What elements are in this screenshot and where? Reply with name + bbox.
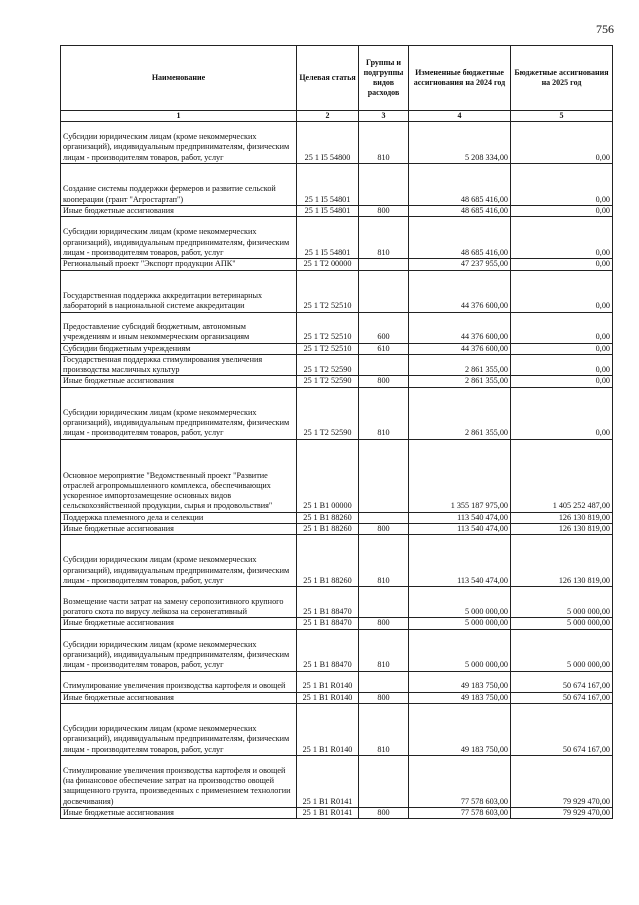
row-target-article: 25 1 B1 88470 [297,618,359,629]
row-2025-value: 0,00 [511,343,613,354]
row-2025-value: 50 674 167,00 [511,692,613,703]
table-row [61,587,613,618]
page-number: 756 [596,22,614,36]
row-2024-value: 77 578 603,00 [409,755,511,807]
row-2024-value: 5 000 000,00 [409,618,511,629]
row-name: Субсидии бюджетным учреждениям [61,343,297,354]
row-target-article: 25 1 B1 88260 [297,535,359,587]
column-number-row [61,111,613,122]
row-name: Иные бюджетные ассигнования [61,376,297,387]
row-target-article: 25 1 I5 54801 [297,217,359,259]
row-target-article: 25 1 I5 54800 [297,122,359,164]
column-number: 2 [297,111,359,122]
row-2025-value: 1 405 252 487,00 [511,439,613,512]
row-2025-value: 79 929 470,00 [511,755,613,807]
table-row [61,703,613,755]
row-name: Субсидии юридическим лицам (кроме некоммерческих организаций), индивидуальным предпринимателям, физическим лицам - производителям товаров, работ, услуг [61,217,297,259]
header-name: Наименование [61,46,297,111]
table-row [61,343,613,354]
row-expense-group [359,439,409,512]
row-target-article: 25 1 I5 54801 [297,206,359,217]
table-row [61,259,613,270]
row-2024-value: 113 540 474,00 [409,512,511,523]
row-target-article: 25 1 B1 88470 [297,587,359,618]
row-2024-value: 44 376 600,00 [409,270,511,312]
table-row [61,206,613,217]
row-expense-group [359,354,409,376]
row-target-article: 25 1 T2 52510 [297,270,359,312]
row-2025-value: 0,00 [511,387,613,439]
table-row [61,755,613,807]
row-expense-group [359,164,409,206]
row-2025-value: 79 929 470,00 [511,807,613,818]
row-expense-group [359,671,409,692]
table-row [61,692,613,703]
row-2024-value: 5 000 000,00 [409,629,511,671]
row-name: Стимулирование увеличения производства картофеля и овощей [61,671,297,692]
row-2025-value: 0,00 [511,164,613,206]
row-name: Стимулирование увеличения производства картофеля и овощей (на финансовое обеспечение затрат на производство овощей защищенного грунта, произведенных с применением технологии досвечивания) [61,755,297,807]
row-expense-group: 800 [359,524,409,535]
row-2024-value: 44 376 600,00 [409,312,511,343]
row-target-article: 25 1 T2 52590 [297,354,359,376]
row-name: Государственная поддержка стимулирования увеличения производства масличных культур [61,354,297,376]
row-target-article: 25 1 I5 54801 [297,164,359,206]
row-expense-group: 810 [359,387,409,439]
table-row [61,217,613,259]
header-row [61,46,613,111]
row-2024-value: 5 000 000,00 [409,587,511,618]
table-row [61,439,613,512]
row-name: Поддержка племенного дела и селекции [61,512,297,523]
column-number: 4 [409,111,511,122]
row-2024-value: 77 578 603,00 [409,807,511,818]
row-2024-value: 113 540 474,00 [409,524,511,535]
row-expense-group [359,512,409,523]
row-expense-group [359,587,409,618]
table-row [61,535,613,587]
row-name: Основное мероприятие "Ведомственный проект "Развитие отраслей агропромышленного комплекса, обеспечивающих ускоренное импортозамещение основных видов сельскохозяйственной продукции, сырья и продовольствия" [61,439,297,512]
row-name: Государственная поддержка аккредитации ветеринарных лабораторий в национальной системе аккредитации [61,270,297,312]
row-name: Субсидии юридическим лицам (кроме некоммерческих организаций), индивидуальным предпринимателям, физическим лицам - производителям товаров, работ, услуг [61,535,297,587]
row-name: Иные бюджетные ассигнования [61,692,297,703]
table-row [61,671,613,692]
table-row [61,312,613,343]
row-2024-value: 48 685 416,00 [409,206,511,217]
row-name: Иные бюджетные ассигнования [61,206,297,217]
column-number: 3 [359,111,409,122]
row-expense-group: 810 [359,629,409,671]
row-expense-group: 800 [359,618,409,629]
row-2024-value: 49 183 750,00 [409,671,511,692]
row-name: Создание системы поддержки фермеров и развитие сельской кооперации (грант "Агростартап") [61,164,297,206]
row-2025-value: 0,00 [511,206,613,217]
row-2024-value: 49 183 750,00 [409,703,511,755]
row-expense-group: 810 [359,703,409,755]
row-target-article: 25 1 B1 88260 [297,512,359,523]
row-2024-value: 44 376 600,00 [409,343,511,354]
row-target-article: 25 1 T2 52510 [297,343,359,354]
row-2025-value: 5 000 000,00 [511,587,613,618]
row-expense-group: 800 [359,376,409,387]
row-target-article: 25 1 B1 88470 [297,629,359,671]
row-2025-value: 0,00 [511,217,613,259]
table-row [61,354,613,376]
column-number: 1 [61,111,297,122]
row-2024-value: 47 237 955,00 [409,259,511,270]
row-2024-value: 1 355 187 975,00 [409,439,511,512]
row-expense-group: 810 [359,535,409,587]
table-row [61,122,613,164]
row-2025-value: 50 674 167,00 [511,703,613,755]
row-expense-group: 600 [359,312,409,343]
row-2024-value: 5 208 334,00 [409,122,511,164]
row-target-article: 25 1 B1 R0141 [297,755,359,807]
budget-table [60,45,613,819]
row-expense-group: 610 [359,343,409,354]
row-target-article: 25 1 T2 52510 [297,312,359,343]
row-2024-value: 2 861 355,00 [409,387,511,439]
row-2025-value: 5 000 000,00 [511,618,613,629]
row-target-article: 25 1 B1 R0140 [297,671,359,692]
table-row [61,376,613,387]
row-name: Возмещение части затрат на замену серопозитивного крупного рогатого скота по вирусу лейкоза на серонегативный [61,587,297,618]
row-2025-value: 0,00 [511,376,613,387]
row-target-article: 25 1 B1 R0140 [297,692,359,703]
row-expense-group: 810 [359,122,409,164]
table-row [61,807,613,818]
row-2024-value: 113 540 474,00 [409,535,511,587]
row-2025-value: 0,00 [511,122,613,164]
row-2025-value: 0,00 [511,270,613,312]
table-row [61,270,613,312]
header-expense-group: Группы и подгруппы видов расходов [359,46,409,111]
header-target-article: Целевая статья [297,46,359,111]
row-expense-group: 800 [359,206,409,217]
row-2024-value: 48 685 416,00 [409,164,511,206]
table-row [61,164,613,206]
row-name: Региональный проект "Экспорт продукции АПК" [61,259,297,270]
header-2024: Измененные бюджетные ассигнования на 2024 год [409,46,511,111]
row-target-article: 25 1 B1 R0140 [297,703,359,755]
table-row [61,387,613,439]
row-target-article: 25 1 T2 52590 [297,387,359,439]
row-2025-value: 0,00 [511,312,613,343]
row-2025-value: 50 674 167,00 [511,671,613,692]
row-target-article: 25 1 B1 88260 [297,524,359,535]
table-row [61,629,613,671]
row-2024-value: 2 861 355,00 [409,354,511,376]
row-2024-value: 2 861 355,00 [409,376,511,387]
row-target-article: 25 1 B1 R0141 [297,807,359,818]
row-name: Субсидии юридическим лицам (кроме некоммерческих организаций), индивидуальным предпринимателям, физическим лицам - производителям товаров, работ, услуг [61,703,297,755]
header-2025: Бюджетные ассигнования на 2025 год [511,46,613,111]
row-2024-value: 48 685 416,00 [409,217,511,259]
row-name: Иные бюджетные ассигнования [61,807,297,818]
row-expense-group: 810 [359,217,409,259]
row-name: Субсидии юридическим лицам (кроме некоммерческих организаций), индивидуальным предпринимателям, физическим лицам - производителям товаров, работ, услуг [61,122,297,164]
table-row [61,618,613,629]
row-name: Иные бюджетные ассигнования [61,618,297,629]
row-2025-value: 126 130 819,00 [511,535,613,587]
row-2025-value: 126 130 819,00 [511,524,613,535]
row-expense-group: 800 [359,692,409,703]
row-target-article: 25 1 T2 00000 [297,259,359,270]
row-target-article: 25 1 B1 00000 [297,439,359,512]
row-2025-value: 5 000 000,00 [511,629,613,671]
row-2025-value: 126 130 819,00 [511,512,613,523]
row-name: Субсидии юридическим лицам (кроме некоммерческих организаций), индивидуальным предпринимателям, физическим лицам - производителям товаров, работ, услуг [61,629,297,671]
row-2025-value: 0,00 [511,259,613,270]
row-name: Иные бюджетные ассигнования [61,524,297,535]
row-2024-value: 49 183 750,00 [409,692,511,703]
row-expense-group [359,259,409,270]
row-name: Предоставление субсидий бюджетным, автономным учреждениям и иным некоммерческим организациям [61,312,297,343]
row-expense-group [359,755,409,807]
row-name: Субсидии юридическим лицам (кроме некоммерческих организаций), индивидуальным предпринимателям, физическим лицам - производителям товаров, работ, услуг [61,387,297,439]
column-number: 5 [511,111,613,122]
row-expense-group: 800 [359,807,409,818]
table-row [61,524,613,535]
row-target-article: 25 1 T2 52590 [297,376,359,387]
table-row [61,512,613,523]
row-expense-group [359,270,409,312]
row-2025-value: 0,00 [511,354,613,376]
